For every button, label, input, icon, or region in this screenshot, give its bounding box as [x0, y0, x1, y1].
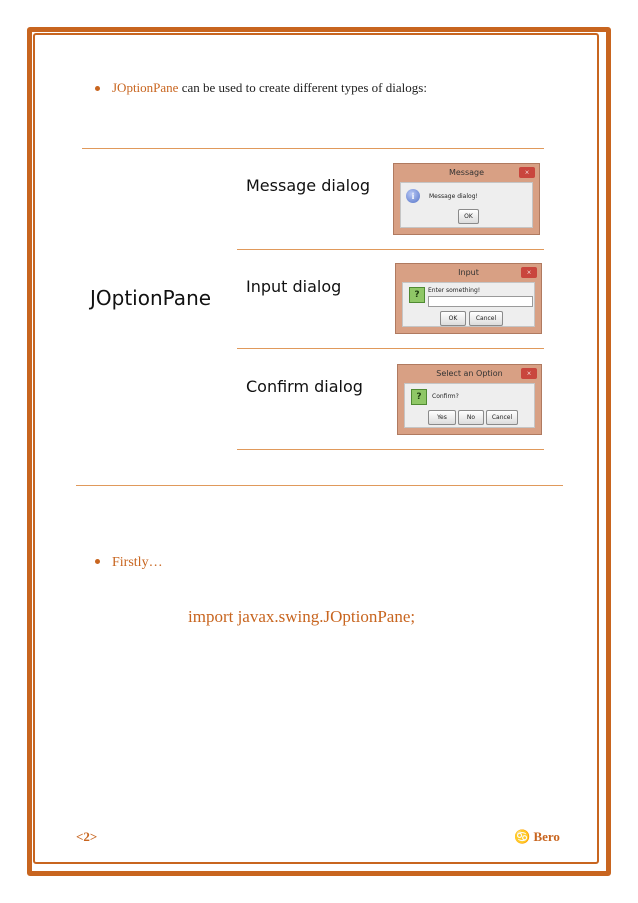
info-icon: i [406, 189, 420, 203]
footer-brand [514, 829, 560, 845]
firstly-text: Firstly… [112, 555, 163, 570]
yes-button[interactable]: Yes [428, 410, 456, 425]
firstly-bullet [95, 555, 163, 571]
dialog-body [404, 383, 535, 428]
no-button[interactable]: No [458, 410, 484, 425]
bullet-dot-icon [95, 559, 100, 564]
message-dialog-label: Message dialog [246, 176, 371, 195]
dialog-title: Message [448, 168, 485, 177]
confirm-dialog-screenshot [397, 364, 542, 435]
row-divider-1 [237, 249, 544, 250]
dialog-body [402, 282, 535, 327]
intro-highlight: JOptionPane [112, 80, 179, 95]
row-divider-2 [237, 348, 544, 349]
section-rule [76, 485, 563, 486]
ok-button[interactable]: OK [458, 209, 479, 224]
dialog-message: Enter something! [428, 287, 481, 294]
intro-text: can be used to create different types of dialogs: [178, 80, 427, 95]
dialog-body [400, 182, 533, 228]
dialog-title: Input [458, 268, 479, 277]
cancel-button[interactable]: Cancel [469, 311, 503, 326]
bullet-dot-icon [95, 86, 100, 91]
input-dialog-label: Input dialog [246, 277, 342, 296]
table-top-rule [82, 148, 544, 149]
close-icon[interactable]: × [521, 267, 537, 278]
close-icon[interactable]: × [519, 167, 535, 178]
close-icon[interactable]: × [521, 368, 537, 379]
confirm-dialog-label: Confirm dialog [246, 377, 363, 396]
row-divider-3 [237, 449, 544, 450]
text-input[interactable] [428, 296, 533, 307]
dialog-message: Confirm? [432, 393, 459, 400]
ok-button[interactable]: OK [440, 311, 466, 326]
brand-name: Bero [533, 829, 560, 844]
dialog-title: Select an Option [436, 369, 503, 378]
intro-bullet [95, 80, 427, 96]
question-icon: ? [409, 287, 425, 303]
dialog-message: Message dialog! [429, 193, 478, 200]
cancel-button[interactable]: Cancel [486, 410, 518, 425]
cancer-sign-icon: ♋ [514, 829, 531, 844]
message-dialog-screenshot [393, 163, 540, 235]
import-statement: import javax.swing.JOptionPane; [188, 607, 416, 626]
input-dialog-screenshot [395, 263, 542, 334]
question-icon: ? [411, 389, 427, 405]
joptionpane-label: JOptionPane [90, 286, 212, 310]
page-number: <2> [76, 829, 98, 844]
